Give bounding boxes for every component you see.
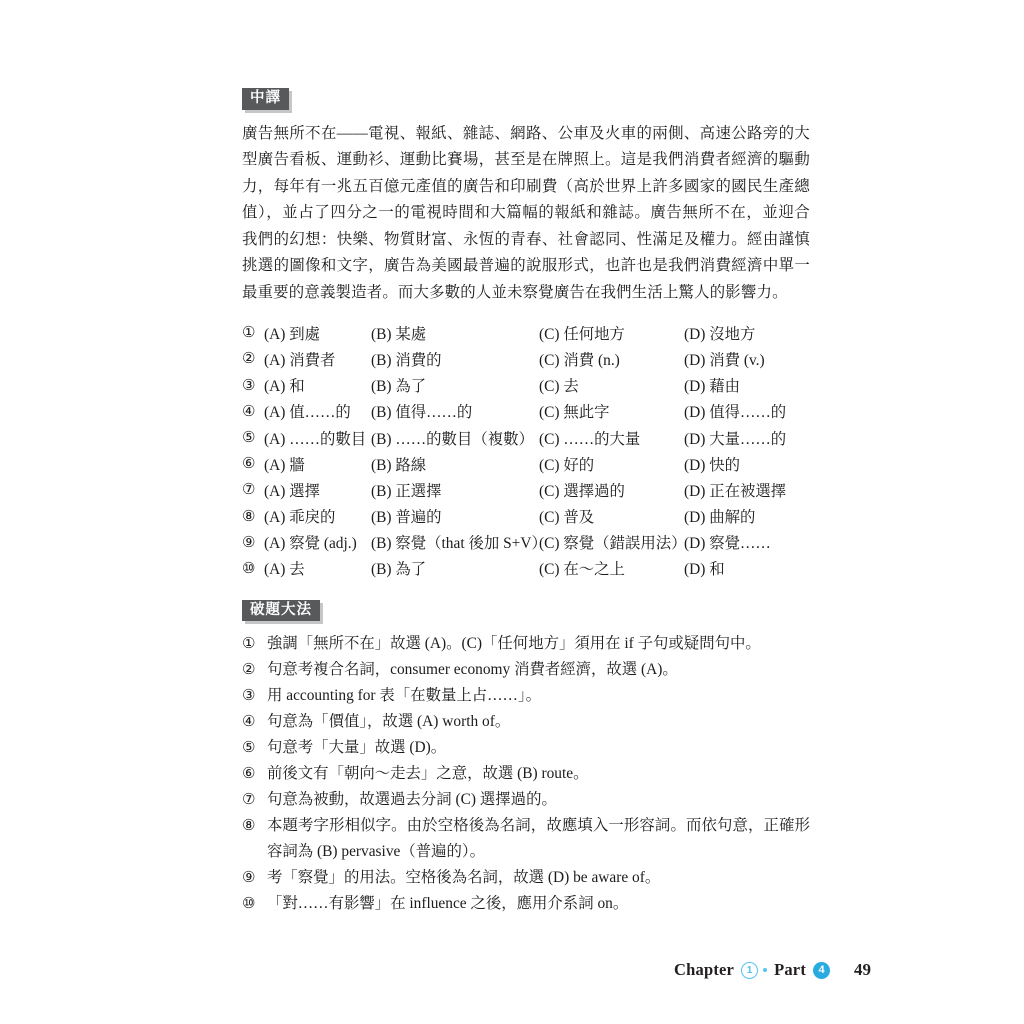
translation-badge: 中譯 — [242, 88, 289, 110]
explanation-number: ① — [242, 636, 256, 653]
explanation-item — [242, 657, 810, 683]
option-d: (D) 消費 (v.) — [684, 351, 765, 369]
explanation-item — [242, 813, 810, 865]
explanation-number: ② — [242, 662, 256, 679]
explanation-text: 用 accounting for 表「在數量上占……」。 — [267, 687, 541, 705]
chapter-label: Chapter — [674, 960, 735, 979]
option-a: (A) 去 — [264, 561, 305, 579]
option-row — [242, 398, 810, 424]
option-row — [242, 477, 810, 503]
explanation-item — [242, 631, 810, 657]
option-c: (C) 好的 — [539, 456, 595, 474]
option-a: (A) 和 — [264, 378, 305, 396]
option-d: (D) 曲解的 — [684, 509, 756, 527]
method-badge: 破題大法 — [242, 600, 320, 622]
explanation-list — [242, 631, 810, 917]
option-a: (A) 察覺 (adj.) — [264, 535, 357, 553]
option-row — [242, 555, 810, 581]
translation-paragraph: 廣告無所不在——電視、報紙、雜誌、網路、公車及火車的兩側、高速公路旁的大型廣告看板、運動衫、運動比賽場，甚至是在牌照上。這是我們消費者經濟的驅動力，每年有一兆五百億元產值的廣告和印刷費（高於世界上許多國家的國民生產總值），並占了四分之一的電視時間和大篇幅的報紙和雜誌。廣告無所不在，並迎合我們的幻想：快樂、物質財富、永恆的青春、社會認同、性滿足及權力。經由謹慎挑選的圖像和文字，廣告為美國最普遍的說服形式，也許也是我們消費經濟中單一最重要的意義製造者。而大多數的人並未察覺廣告在我們生活上驚人的影響力。 — [242, 124, 810, 302]
option-b: (B) 為了 — [371, 378, 427, 396]
explanation-text: 句意考複合名詞，consumer economy 消費者經濟，故選 (A)。 — [267, 661, 678, 679]
explanation-item — [242, 761, 810, 787]
option-a: (A) ……的數目 — [264, 430, 367, 448]
explanation-number: ⑩ — [242, 896, 256, 913]
option-row — [242, 451, 810, 477]
explanation-number: ⑨ — [242, 870, 256, 887]
page-number: 49 — [854, 960, 872, 979]
option-c: (C) 選擇過的 — [539, 482, 625, 500]
dot-separator-icon — [763, 968, 767, 972]
explanation-number: ⑤ — [242, 740, 256, 757]
explanation-text: 前後文有「朝向～走去」之意，故選 (B) route。 — [267, 765, 589, 783]
option-number: ⑩ — [242, 560, 256, 577]
option-c: (C) 在～之上 — [539, 561, 625, 579]
explanation-item — [242, 787, 810, 813]
option-d: (D) 大量……的 — [684, 430, 787, 448]
option-c: (C) 無此字 — [539, 404, 610, 422]
part-label: Part — [774, 960, 807, 979]
option-row — [242, 320, 810, 346]
option-c: (C) ……的大量 — [539, 430, 641, 448]
option-d: (D) 藉由 — [684, 378, 740, 396]
option-a: (A) 牆 — [264, 456, 305, 474]
option-d: (D) 和 — [684, 561, 725, 579]
option-a: (A) 到處 — [264, 325, 320, 343]
part-number-icon: 4 — [813, 962, 830, 979]
option-number: ⑥ — [242, 456, 256, 473]
option-c: (C) 察覺（錯誤用法） — [539, 535, 687, 553]
explanation-text: 句意為被動，故選過去分詞 (C) 選擇過的。 — [267, 791, 557, 809]
explanation-number: ⑥ — [242, 766, 256, 783]
option-b: (B) 為了 — [371, 561, 427, 579]
page-content — [242, 88, 810, 917]
option-b: (B) 值得……的 — [371, 404, 473, 422]
option-a: (A) 選擇 — [264, 482, 320, 500]
explanation-item — [242, 683, 810, 709]
explanation-text: 「對……有影響」在 influence 之後，應用介系詞 on。 — [267, 895, 629, 913]
option-b: (B) ……的數目（複數） — [371, 430, 534, 448]
option-number: ① — [242, 325, 256, 342]
option-a: (A) 值……的 — [264, 404, 351, 422]
explanation-item — [242, 735, 810, 761]
explanation-number: ③ — [242, 688, 256, 705]
option-c: (C) 任何地方 — [539, 325, 625, 343]
chapter-number-icon: 1 — [741, 962, 758, 979]
option-number: ③ — [242, 377, 256, 394]
option-d: (D) 沒地方 — [684, 325, 756, 343]
page-footer — [674, 960, 871, 980]
option-row — [242, 372, 810, 398]
option-b: (B) 某處 — [371, 325, 427, 343]
option-c: (C) 去 — [539, 378, 579, 396]
option-number: ⑦ — [242, 482, 256, 499]
explanation-number: ④ — [242, 714, 256, 731]
explanation-text: 本題考字形相似字。由於空格後為名詞，故應填入一形容詞。而依句意，正確形容詞為 (B) pervasive（普遍的）。 — [267, 817, 810, 861]
option-b: (B) 正選擇 — [371, 482, 442, 500]
explanation-number: ⑦ — [242, 792, 256, 809]
option-d: (D) 正在被選擇 — [684, 482, 787, 500]
option-number: ② — [242, 351, 256, 368]
explanation-text: 句意考「大量」故選 (D)。 — [267, 739, 447, 757]
translation-section — [242, 88, 810, 307]
option-row — [242, 529, 810, 555]
option-c: (C) 普及 — [539, 509, 595, 527]
option-number: ⑧ — [242, 508, 256, 525]
option-row — [242, 346, 810, 372]
options-table — [242, 320, 810, 582]
option-row — [242, 424, 810, 450]
explanation-item — [242, 709, 810, 735]
option-a: (A) 消費者 — [264, 351, 336, 369]
explanation-text: 考「察覺」的用法。空格後為名詞，故選 (D) be aware of。 — [267, 869, 661, 887]
option-number: ⑨ — [242, 534, 256, 551]
explanation-text: 強調「無所不在」故選 (A)。(C)「任何地方」須用在 if 子句或疑問句中。 — [267, 635, 761, 653]
option-d: (D) 察覺…… — [684, 535, 771, 553]
option-number: ⑤ — [242, 430, 256, 446]
method-section — [242, 600, 810, 622]
option-b: (B) 消費的 — [371, 351, 442, 369]
option-b: (B) 普遍的 — [371, 509, 442, 527]
option-b: (B) 察覺（that 後加 S+V） — [371, 535, 547, 553]
explanation-number: ⑧ — [242, 818, 256, 835]
option-row — [242, 503, 810, 529]
option-number: ④ — [242, 403, 256, 420]
option-d: (D) 值得……的 — [684, 404, 787, 422]
option-b: (B) 路線 — [371, 456, 427, 474]
explanation-item — [242, 891, 810, 917]
explanation-text: 句意為「價值」，故選 (A) worth of。 — [267, 713, 511, 731]
option-d: (D) 快的 — [684, 456, 740, 474]
option-a: (A) 乖戾的 — [264, 509, 336, 527]
explanation-item — [242, 865, 810, 891]
option-c: (C) 消費 (n.) — [539, 351, 620, 369]
